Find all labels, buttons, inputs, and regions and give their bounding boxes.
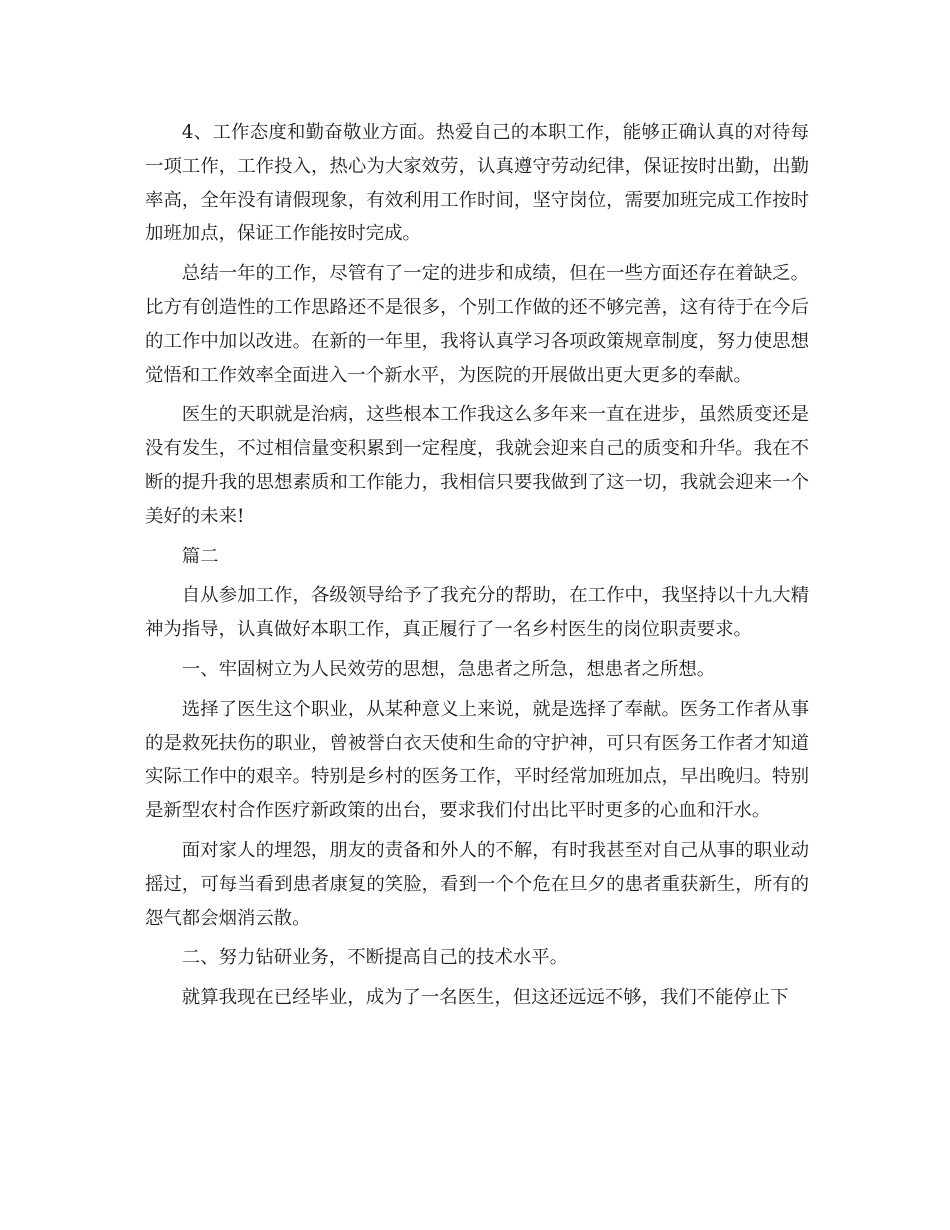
paragraph-year-summary: 总结一年的工作，尽管有了一定的进步和成绩，但在一些方面还存在着缺乏。比方有创造性的工作思路还不是很多，个别工作做的还不够完善，这有待于在今后的工作中加以改进。在新的一年里，我将认真学习各项政策规章制度，努力使思想觉悟和工作效率全面进入一个新水平，为医院的开展做出更大更多的奉献。 [145, 263, 809, 386]
section-heading-part-two: 篇二 [181, 545, 219, 567]
paragraph-work-attitude: 4、工作态度和勤奋敬业方面。热爱自己的本职工作，能够正确认真的对待每一项工作，工作投入，热心为大家效劳，认真遵守劳动纪律，保证按时出勤，出勤率高，全年没有请假现象，有效利用工作时间，坚守岗位，需要加班完成工作按时加班加点，保证工作能按时完成。 [145, 122, 809, 245]
paragraph-graduated: 就算我现在已经毕业，成为了一名医生，但这还远远不够，我们不能停止下 [181, 987, 789, 1009]
paragraph-since-joining: 自从参加工作，各级领导给予了我充分的帮助，在工作中，我坚持以十九大精神为指导，认真做好本职工作，真正履行了一名乡村医生的岗位职责要求。 [145, 585, 809, 641]
subheading-study-skills: 二、努力钻研业务，不断提高自己的技术水平。 [181, 947, 569, 969]
paragraph-doctor-duty: 医生的天职就是治病，这些根本工作我这么多年来一直在进步，虽然质变还是没有发生，不过相信量变积累到一定程度，我就会迎来自己的质变和升华。我在不断的提升我的思想素质和工作能力，我相信只要我做到了这一切，我就会迎来一个美好的未来! [145, 404, 809, 527]
document-body [145, 116, 809, 1021]
paragraph-choose-doctor: 选择了医生这个职业，从某种意义上来说，就是选择了奉献。医务工作者从事的是救死扶伤的职业，曾被誉白衣天使和生命的守护神，可只有医务工作者才知道实际工作中的艰辛。特别是乡村的医务工作，平时经常加班加点，早出晚归。特别是新型农村合作医疗新政策的出台，要求我们付出比平时更多的心血和汗水。 [145, 698, 809, 822]
paragraph-family-complaints: 面对家人的埋怨，朋友的责备和外人的不解，有时我甚至对自己从事的职业动摇过，可每当看到患者康复的笑脸，看到一个个危在旦夕的患者重获新生，所有的怨气都会烟消云散。 [145, 839, 809, 929]
subheading-serve-people: 一、牢固树立为人民效劳的思想，急患者之所急，想患者之所想。 [181, 658, 716, 680]
